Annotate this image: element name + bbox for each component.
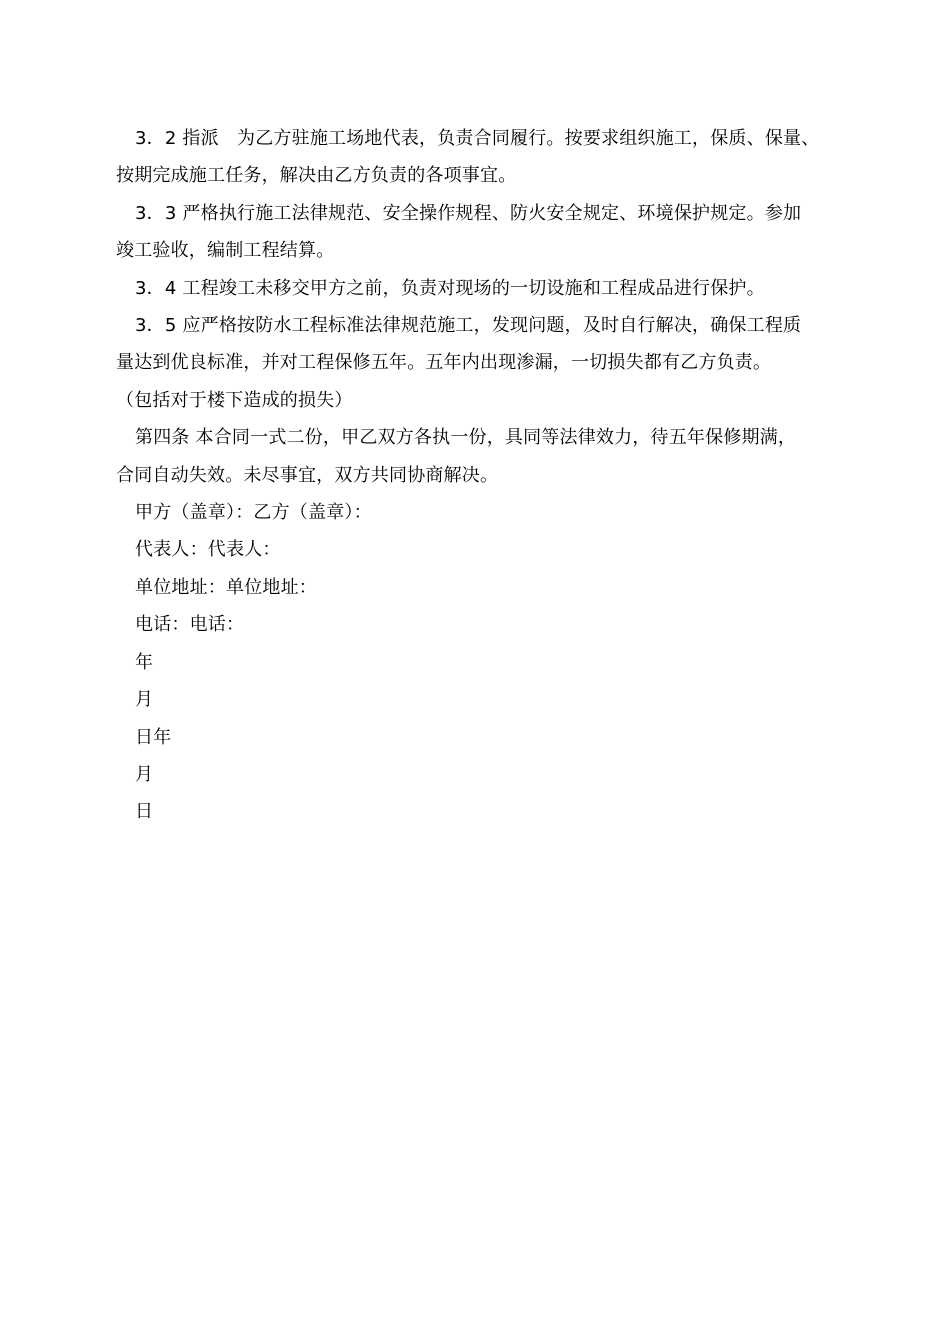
contract-body [116, 120, 850, 831]
clause-3-4 [116, 270, 850, 307]
address-line: 单位地址：单位地址： [135, 576, 317, 598]
paragraph-line: （包括对于楼下造成的损失） [116, 389, 353, 411]
clause-3-2 [116, 120, 850, 195]
paragraph-line: 3．2 指派 为乙方驻施工场地代表，负责合同履行。按要求组织施工，保质、保量、 [135, 128, 820, 149]
date-year-line: 年 [135, 651, 154, 673]
paragraph-line: 3．3 严格执行施工法律规范、安全操作规程、防火安全规定、环境保护规定。参加 [135, 202, 802, 224]
clause-3-5 [116, 307, 850, 419]
paragraph-line: 3．4 工程竣工未移交甲方之前，负责对现场的一切设施和工程成品进行保护。 [135, 277, 765, 299]
article-4 [116, 419, 850, 494]
clause-3-3 [116, 195, 850, 270]
paragraph-line: 竣工验收，编制工程结算。 [116, 240, 335, 262]
representative-line: 代表人：代表人： [135, 539, 281, 561]
paragraph-line: 按期完成施工任务，解决由乙方负责的各项事宜。 [116, 165, 517, 187]
paragraph-line: 3．5 应严格按防水工程标准法律规范施工，发现问题，及时自行解决，确保工程质 [135, 315, 802, 337]
date-day-year-line: 日年 [135, 726, 172, 748]
paragraph-line: 量达到优良标准，并对工程保修五年。五年内出现渗漏，一切损失都有乙方负责。 [116, 352, 772, 374]
party-seal-line: 甲方（盖章）：乙方（盖章）： [135, 502, 372, 524]
phone-line: 电话：电话： [135, 614, 245, 636]
paragraph-line: 第四条 本合同一式二份，甲乙双方各执一份，具同等法律效力，待五年保修期满， [135, 427, 797, 449]
date-day-line: 日 [135, 801, 154, 823]
date-month-line: 月 [135, 763, 154, 785]
signature-block [116, 494, 850, 831]
date-month-line: 月 [135, 689, 154, 711]
paragraph-line: 合同自动失效。未尽事宜，双方共同协商解决。 [116, 464, 499, 486]
